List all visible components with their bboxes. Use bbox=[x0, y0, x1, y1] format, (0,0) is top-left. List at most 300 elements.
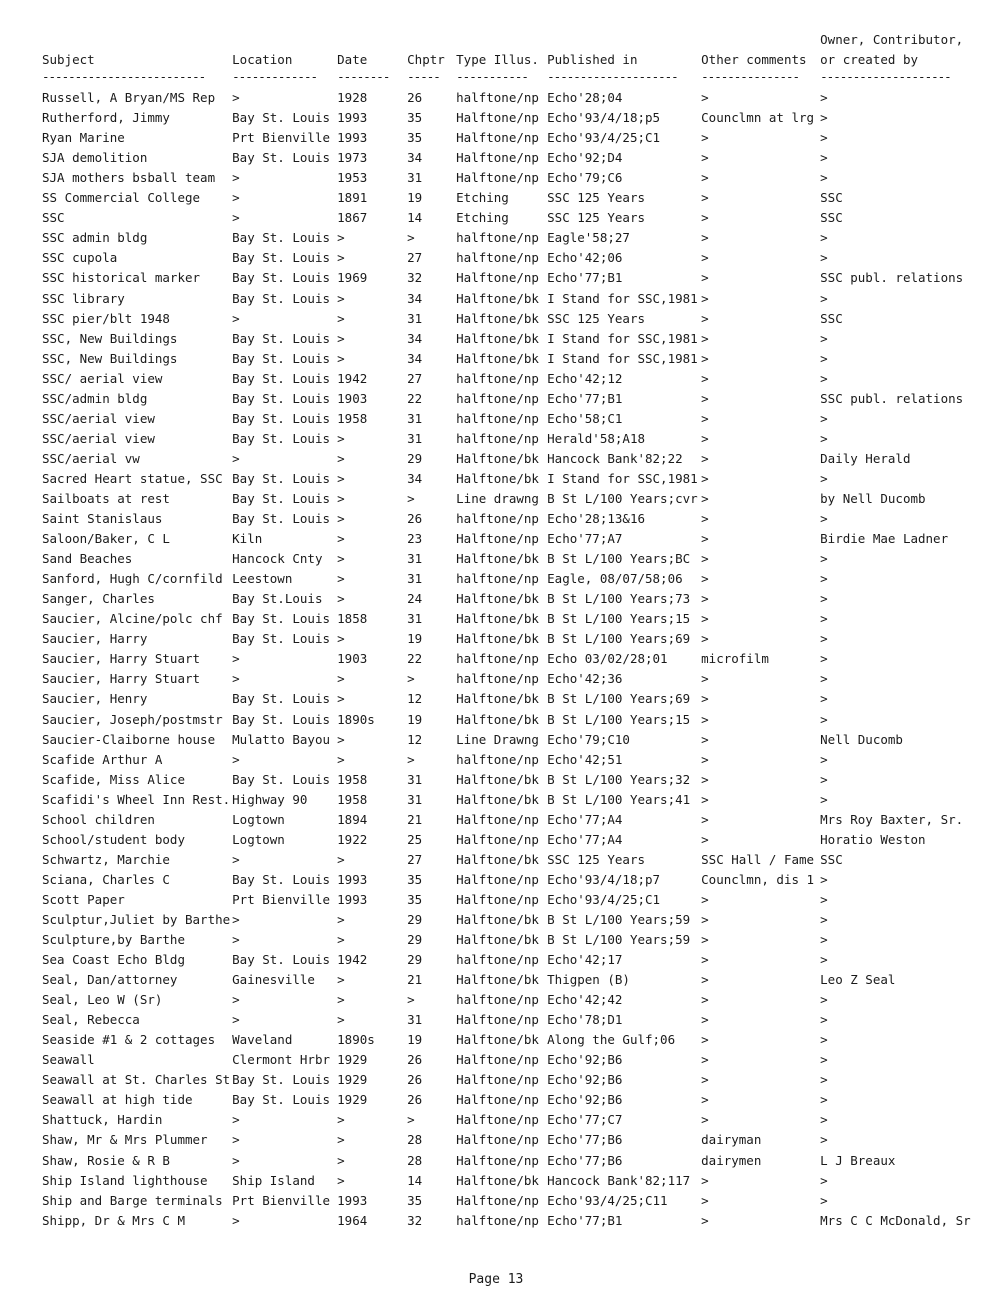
table-row bbox=[40, 329, 971, 349]
table-row bbox=[40, 669, 971, 689]
owner-cell: > bbox=[820, 230, 828, 246]
published-in-cell: B St L/100 Years;59 bbox=[547, 932, 691, 948]
subject-cell: SSC library bbox=[42, 290, 125, 306]
other-comments-cell: > bbox=[701, 591, 709, 607]
published-in-cell: B St L/100 Years;73 bbox=[547, 591, 691, 607]
published-in-cell: Echo'93/4/25;C1 bbox=[547, 130, 661, 146]
chapter-cell: 27 bbox=[407, 851, 423, 867]
type-illus-cell: Halftone/np bbox=[456, 270, 539, 286]
date-cell: 1953 bbox=[337, 170, 368, 186]
subject-cell: SSC, New Buildings bbox=[42, 350, 178, 366]
table-row bbox=[40, 489, 971, 509]
type-illus-cell: Halftone/np bbox=[456, 811, 539, 827]
owner-cell: Mrs Roy Baxter, Sr. bbox=[820, 811, 964, 827]
owner-cell: > bbox=[820, 771, 828, 787]
owner-cell: > bbox=[820, 791, 828, 807]
owner-cell: > bbox=[820, 1112, 828, 1128]
published-in-cell: Echo'42;17 bbox=[547, 952, 623, 968]
date-cell: 1942 bbox=[337, 370, 368, 386]
subject-cell: Scafide, Miss Alice bbox=[42, 771, 185, 787]
other-comments-cell: > bbox=[701, 811, 709, 827]
other-comments-cell: > bbox=[701, 490, 709, 506]
subject-cell: SSC/admin bldg bbox=[42, 390, 148, 406]
subject-cell: Saucier, Harry Stuart bbox=[42, 651, 201, 667]
location-cell: Prt Bienville bbox=[232, 1192, 330, 1208]
chapter-cell: 29 bbox=[407, 952, 423, 968]
other-comments-cell: > bbox=[701, 1112, 709, 1128]
subject-cell: Sacred Heart statue, SSC bbox=[42, 470, 223, 486]
type-illus-cell: halftone/np bbox=[456, 571, 539, 587]
owner-cell: > bbox=[820, 290, 828, 306]
subject-cell: Shaw, Rosie & R B bbox=[42, 1152, 170, 1168]
date-cell: 1929 bbox=[337, 1052, 368, 1068]
type-illus-cell: Halftone/bk bbox=[456, 631, 539, 647]
subject-cell: Saint Stanislaus bbox=[42, 511, 163, 527]
table-row bbox=[40, 589, 971, 609]
chapter-cell: 31 bbox=[407, 430, 423, 446]
type-illus-cell: Halftone/np bbox=[456, 1012, 539, 1028]
other-comments-cell: > bbox=[701, 551, 709, 567]
chapter-header: Chptr bbox=[407, 52, 445, 67]
location-cell: Kiln bbox=[232, 531, 263, 547]
table-row bbox=[40, 709, 971, 729]
location-cell: Logtown bbox=[232, 811, 285, 827]
owner-cell: Daily Herald bbox=[820, 450, 911, 466]
subject-cell: Saucier, Harry bbox=[42, 631, 148, 647]
chapter-cell: 26 bbox=[407, 1092, 423, 1108]
type-illus-cell: Halftone/bk bbox=[456, 771, 539, 787]
owner-cell: > bbox=[820, 150, 828, 166]
chapter-cell: 19 bbox=[407, 711, 423, 727]
table-row bbox=[40, 128, 971, 148]
type-illus-cell: Halftone/bk bbox=[456, 972, 539, 988]
chapter-cell: 19 bbox=[407, 631, 423, 647]
chapter-cell: 19 bbox=[407, 190, 423, 206]
table-row bbox=[40, 509, 971, 529]
illustration-index-table bbox=[40, 30, 971, 1231]
location-cell: Prt Bienville bbox=[232, 130, 330, 146]
published-in-cell: Echo'28;04 bbox=[547, 90, 623, 106]
type-illus-cell: halftone/np bbox=[456, 370, 539, 386]
other-comments-header: Other comments bbox=[701, 52, 807, 67]
date-cell: 1993 bbox=[337, 110, 368, 126]
published-in-rule: -------------------- bbox=[547, 70, 678, 84]
published-in-cell: Echo'92;B6 bbox=[547, 1052, 623, 1068]
published-in-cell: Echo'79;C6 bbox=[547, 170, 623, 186]
other-comments-cell: > bbox=[701, 90, 709, 106]
subject-cell: SS Commercial College bbox=[42, 190, 201, 206]
published-in-cell: Herald'58;A18 bbox=[547, 430, 645, 446]
date-cell: 1858 bbox=[337, 611, 368, 627]
type-illus-cell: Halftone/np bbox=[456, 1072, 539, 1088]
date-cell: > bbox=[337, 911, 345, 927]
other-comments-cell: > bbox=[701, 631, 709, 647]
other-comments-cell: > bbox=[701, 370, 709, 386]
subject-header: Subject bbox=[42, 52, 95, 67]
owner-cell: > bbox=[820, 932, 828, 948]
subject-cell: Scafide Arthur A bbox=[42, 751, 163, 767]
date-cell: 1964 bbox=[337, 1212, 368, 1228]
type-illus-cell: Halftone/bk bbox=[456, 591, 539, 607]
location-cell: Bay St. Louis bbox=[232, 370, 330, 386]
table-row bbox=[40, 469, 971, 489]
owner-cell: > bbox=[820, 90, 828, 106]
other-comments-cell: > bbox=[701, 1172, 709, 1188]
other-comments-cell: > bbox=[701, 831, 709, 847]
other-comments-cell: > bbox=[701, 130, 709, 146]
owner-cell: > bbox=[820, 571, 828, 587]
other-comments-cell: Counclmn, dis 1 bbox=[701, 871, 815, 887]
type-illus-cell: Halftone/bk bbox=[456, 310, 539, 326]
owner-cell: by Nell Ducomb bbox=[820, 490, 926, 506]
owner-cell: SSC publ. relations bbox=[820, 270, 964, 286]
table-row bbox=[40, 88, 971, 108]
published-in-cell: SSC 125 Years bbox=[547, 310, 645, 326]
date-cell: > bbox=[337, 450, 345, 466]
date-cell: 1929 bbox=[337, 1072, 368, 1088]
other-comments-cell: > bbox=[701, 771, 709, 787]
table-row bbox=[40, 1050, 971, 1070]
chapter-cell: 31 bbox=[407, 791, 423, 807]
published-in-cell: SSC 125 Years bbox=[547, 851, 645, 867]
subject-cell: SSC, New Buildings bbox=[42, 330, 178, 346]
other-comments-cell: > bbox=[701, 270, 709, 286]
other-comments-cell: > bbox=[701, 911, 709, 927]
owner-cell: Leo Z Seal bbox=[820, 972, 896, 988]
other-comments-cell: > bbox=[701, 450, 709, 466]
owner-cell: > bbox=[820, 370, 828, 386]
other-comments-cell: > bbox=[701, 310, 709, 326]
location-cell: Bay St. Louis bbox=[232, 1072, 330, 1088]
date-cell: 1894 bbox=[337, 811, 368, 827]
owner-cell: > bbox=[820, 992, 828, 1008]
chapter-cell: 12 bbox=[407, 691, 423, 707]
subject-cell: Seawall at high tide bbox=[42, 1092, 193, 1108]
location-cell: Bay St. Louis bbox=[232, 390, 330, 406]
date-cell: 1922 bbox=[337, 831, 368, 847]
published-in-cell: Echo'42;06 bbox=[547, 250, 623, 266]
published-in-cell: Echo'78;D1 bbox=[547, 1012, 623, 1028]
location-cell: Bay St. Louis bbox=[232, 611, 330, 627]
subject-cell: Seal, Leo W (Sr) bbox=[42, 992, 163, 1008]
other-comments-cell: > bbox=[701, 571, 709, 587]
date-cell: 1942 bbox=[337, 952, 368, 968]
date-cell: > bbox=[337, 551, 345, 567]
location-cell: Bay St. Louis bbox=[232, 871, 330, 887]
owner-cell: > bbox=[820, 751, 828, 767]
owner-cell: > bbox=[820, 511, 828, 527]
location-cell: > bbox=[232, 992, 240, 1008]
chapter-rule: ----- bbox=[407, 70, 440, 84]
owner-cell: > bbox=[820, 1032, 828, 1048]
date-cell: 1891 bbox=[337, 190, 368, 206]
chapter-cell: 26 bbox=[407, 1072, 423, 1088]
other-comments-cell: > bbox=[701, 290, 709, 306]
type-illus-cell: halftone/np bbox=[456, 1212, 539, 1228]
published-in-cell: Echo'93/4/18;p7 bbox=[547, 871, 661, 887]
other-comments-cell: > bbox=[701, 731, 709, 747]
table-row bbox=[40, 429, 971, 449]
type-illus-cell: halftone/np bbox=[456, 751, 539, 767]
chapter-cell: 28 bbox=[407, 1152, 423, 1168]
owner-cell: > bbox=[820, 470, 828, 486]
chapter-cell: 32 bbox=[407, 270, 423, 286]
published-in-cell: Echo'77;C7 bbox=[547, 1112, 623, 1128]
subject-cell: SSC historical marker bbox=[42, 270, 201, 286]
type-illus-cell: halftone/np bbox=[456, 992, 539, 1008]
published-in-cell: B St L/100 Years;32 bbox=[547, 771, 691, 787]
other-comments-cell: > bbox=[701, 330, 709, 346]
location-cell: Bay St. Louis bbox=[232, 350, 330, 366]
date-cell: > bbox=[337, 851, 345, 867]
table-row bbox=[40, 1191, 971, 1211]
subject-cell: SSC cupola bbox=[42, 250, 118, 266]
table-row bbox=[40, 309, 971, 329]
table-row bbox=[40, 349, 971, 369]
other-comments-cell: > bbox=[701, 210, 709, 226]
date-cell: 1958 bbox=[337, 771, 368, 787]
chapter-cell: 27 bbox=[407, 250, 423, 266]
table-row bbox=[40, 108, 971, 128]
subject-cell: SSC bbox=[42, 210, 65, 226]
location-cell: Highway 90 bbox=[232, 791, 308, 807]
location-cell: > bbox=[232, 651, 240, 667]
table-row bbox=[40, 569, 971, 589]
other-comments-cell: > bbox=[701, 170, 709, 186]
location-cell: > bbox=[232, 190, 240, 206]
table-row bbox=[40, 990, 971, 1010]
location-cell: Logtown bbox=[232, 831, 285, 847]
chapter-cell: 34 bbox=[407, 470, 423, 486]
other-comments-cell: > bbox=[701, 1052, 709, 1068]
table-header bbox=[40, 30, 971, 88]
table-row bbox=[40, 1171, 971, 1191]
subject-cell: Ship Island lighthouse bbox=[42, 1172, 208, 1188]
owner-cell: Nell Ducomb bbox=[820, 731, 903, 747]
chapter-cell: 21 bbox=[407, 972, 423, 988]
type-illus-cell: halftone/np bbox=[456, 952, 539, 968]
location-cell: > bbox=[232, 1112, 240, 1128]
chapter-cell: > bbox=[407, 751, 415, 767]
owner-cell: > bbox=[820, 611, 828, 627]
date-cell: > bbox=[337, 470, 345, 486]
chapter-cell: 29 bbox=[407, 450, 423, 466]
owner-cell: > bbox=[820, 691, 828, 707]
published-in-cell: SSC 125 Years bbox=[547, 190, 645, 206]
table-row bbox=[40, 910, 971, 930]
owner-cell: > bbox=[820, 891, 828, 907]
location-cell: Bay St. Louis bbox=[232, 490, 330, 506]
other-comments-cell: > bbox=[701, 470, 709, 486]
date-cell: > bbox=[337, 591, 345, 607]
date-cell: 1903 bbox=[337, 390, 368, 406]
date-cell: 1958 bbox=[337, 791, 368, 807]
date-rule: -------- bbox=[337, 70, 390, 84]
owner-cell: > bbox=[820, 551, 828, 567]
type-illus-cell: Halftone/np bbox=[456, 110, 539, 126]
type-illus-cell: Etching bbox=[456, 210, 509, 226]
date-cell: > bbox=[337, 1012, 345, 1028]
other-comments-cell: > bbox=[701, 150, 709, 166]
other-comments-cell: > bbox=[701, 1032, 709, 1048]
owner-cell: > bbox=[820, 911, 828, 927]
subject-cell: Seawall bbox=[42, 1052, 95, 1068]
date-cell: > bbox=[337, 972, 345, 988]
published-in-cell: B St L/100 Years;41 bbox=[547, 791, 691, 807]
date-cell: 1993 bbox=[337, 130, 368, 146]
owner-cell: > bbox=[820, 1052, 828, 1068]
table-row bbox=[40, 1070, 971, 1090]
published-in-cell: Echo'93/4/25;C11 bbox=[547, 1192, 668, 1208]
owner-cell: SSC bbox=[820, 210, 843, 226]
published-in-cell: B St L/100 Years;69 bbox=[547, 631, 691, 647]
date-cell: > bbox=[337, 310, 345, 326]
table-row bbox=[40, 810, 971, 830]
location-header: Location bbox=[232, 52, 293, 67]
chapter-cell: 28 bbox=[407, 1132, 423, 1148]
other-comments-cell: > bbox=[701, 711, 709, 727]
owner-cell: Birdie Mae Ladner bbox=[820, 531, 949, 547]
type-illus-cell: Halftone/bk bbox=[456, 932, 539, 948]
location-cell: Bay St. Louis bbox=[232, 430, 330, 446]
chapter-cell: 35 bbox=[407, 110, 423, 126]
published-in-cell: Echo'93/4/25;C1 bbox=[547, 891, 661, 907]
published-in-cell: Echo'77;B6 bbox=[547, 1152, 623, 1168]
published-in-cell: Echo'77;A4 bbox=[547, 811, 623, 827]
owner-header-line1: Owner, Contributor, bbox=[820, 32, 964, 47]
subject-cell: Scafidi's Wheel Inn Rest. bbox=[42, 791, 231, 807]
table-row bbox=[40, 549, 971, 569]
chapter-cell: 31 bbox=[407, 310, 423, 326]
table-row bbox=[40, 1211, 971, 1231]
date-cell: > bbox=[337, 691, 345, 707]
published-in-cell: Echo'42;51 bbox=[547, 751, 623, 767]
published-in-cell: B St L/100 Years;BC bbox=[547, 551, 691, 567]
table-row bbox=[40, 689, 971, 709]
type-illus-header: Type Illus. bbox=[456, 52, 539, 67]
subject-cell: Sand Beaches bbox=[42, 551, 133, 567]
subject-cell: Sea Coast Echo Bldg bbox=[42, 952, 185, 968]
subject-cell: Seal, Dan/attorney bbox=[42, 972, 178, 988]
owner-cell: > bbox=[820, 671, 828, 687]
location-cell: > bbox=[232, 932, 240, 948]
table-row bbox=[40, 188, 971, 208]
chapter-cell: 34 bbox=[407, 350, 423, 366]
subject-cell: Ship and Barge terminals bbox=[42, 1192, 223, 1208]
published-in-cell: Echo'28;13&16 bbox=[547, 511, 645, 527]
chapter-cell: > bbox=[407, 1112, 415, 1128]
other-comments-cell: > bbox=[701, 190, 709, 206]
chapter-cell: 35 bbox=[407, 871, 423, 887]
date-cell: > bbox=[337, 290, 345, 306]
other-comments-rule: --------------- bbox=[701, 70, 800, 84]
table-row bbox=[40, 449, 971, 469]
table-row bbox=[40, 790, 971, 810]
other-comments-cell: > bbox=[701, 511, 709, 527]
chapter-cell: 32 bbox=[407, 1212, 423, 1228]
table-body bbox=[40, 88, 971, 1231]
location-cell: Bay St. Louis bbox=[232, 952, 330, 968]
type-illus-cell: halftone/np bbox=[456, 90, 539, 106]
location-cell: Gainesville bbox=[232, 972, 315, 988]
date-cell: 1890s bbox=[337, 1032, 375, 1048]
table-row bbox=[40, 1150, 971, 1170]
table-row bbox=[40, 649, 971, 669]
published-in-cell: B St L/100 Years;59 bbox=[547, 911, 691, 927]
table-row bbox=[40, 208, 971, 228]
owner-cell: > bbox=[820, 952, 828, 968]
other-comments-cell: > bbox=[701, 430, 709, 446]
published-in-cell: B St L/100 Years;15 bbox=[547, 711, 691, 727]
owner-cell: > bbox=[820, 1092, 828, 1108]
location-cell: Bay St. Louis bbox=[232, 290, 330, 306]
type-illus-cell: Halftone/np bbox=[456, 1112, 539, 1128]
subject-cell: Sculptur,Juliet by Barthe bbox=[42, 911, 231, 927]
published-in-cell: B St L/100 Years;15 bbox=[547, 611, 691, 627]
other-comments-cell: > bbox=[701, 250, 709, 266]
type-illus-cell: Halftone/bk bbox=[456, 1172, 539, 1188]
subject-cell: Sculpture,by Barthe bbox=[42, 932, 185, 948]
chapter-cell: 31 bbox=[407, 571, 423, 587]
other-comments-cell: > bbox=[701, 410, 709, 426]
table-row bbox=[40, 750, 971, 770]
other-comments-cell: > bbox=[701, 992, 709, 1008]
table-row bbox=[40, 970, 971, 990]
subject-cell: Scott Paper bbox=[42, 891, 125, 907]
subject-cell: Sanford, Hugh C/cornfild bbox=[42, 571, 223, 587]
published-in-cell: I Stand for SSC,1981 bbox=[547, 290, 698, 306]
chapter-cell: 31 bbox=[407, 1012, 423, 1028]
owner-cell: > bbox=[820, 1172, 828, 1188]
table-row bbox=[40, 1010, 971, 1030]
owner-cell: > bbox=[820, 711, 828, 727]
date-header: Date bbox=[337, 52, 368, 67]
owner-cell: > bbox=[820, 871, 828, 887]
chapter-cell: 35 bbox=[407, 130, 423, 146]
published-in-cell: B St L/100 Years;cvr bbox=[547, 490, 698, 506]
subject-cell: Saucier, Joseph/postmstr bbox=[42, 711, 223, 727]
type-illus-cell: Halftone/bk bbox=[456, 551, 539, 567]
location-cell: > bbox=[232, 1012, 240, 1028]
other-comments-cell: > bbox=[701, 972, 709, 988]
date-cell: 1903 bbox=[337, 651, 368, 667]
location-cell: Bay St. Louis bbox=[232, 470, 330, 486]
subject-cell: Saucier-Claiborne house bbox=[42, 731, 216, 747]
owner-cell: Horatio Weston bbox=[820, 831, 926, 847]
date-cell: > bbox=[337, 490, 345, 506]
published-in-cell: I Stand for SSC,1981 bbox=[547, 470, 698, 486]
subject-cell: Seaside #1 & 2 cottages bbox=[42, 1032, 216, 1048]
location-cell: Bay St. Louis bbox=[232, 631, 330, 647]
date-cell: > bbox=[337, 932, 345, 948]
date-cell: > bbox=[337, 631, 345, 647]
subject-cell: Schwartz, Marchie bbox=[42, 851, 170, 867]
location-cell: > bbox=[232, 310, 240, 326]
chapter-cell: 27 bbox=[407, 370, 423, 386]
subject-cell: Shaw, Mr & Mrs Plummer bbox=[42, 1132, 208, 1148]
subject-cell: Saucier, Harry Stuart bbox=[42, 671, 201, 687]
type-illus-cell: Halftone/np bbox=[456, 150, 539, 166]
location-cell: Mulatto Bayou bbox=[232, 731, 330, 747]
chapter-cell: 35 bbox=[407, 1192, 423, 1208]
owner-cell: > bbox=[820, 110, 828, 126]
chapter-cell: 14 bbox=[407, 210, 423, 226]
type-illus-cell: Halftone/np bbox=[456, 531, 539, 547]
chapter-cell: 31 bbox=[407, 611, 423, 627]
subject-rule: ------------------------- bbox=[42, 70, 206, 84]
type-illus-cell: Halftone/np bbox=[456, 130, 539, 146]
location-cell: Waveland bbox=[232, 1032, 293, 1048]
